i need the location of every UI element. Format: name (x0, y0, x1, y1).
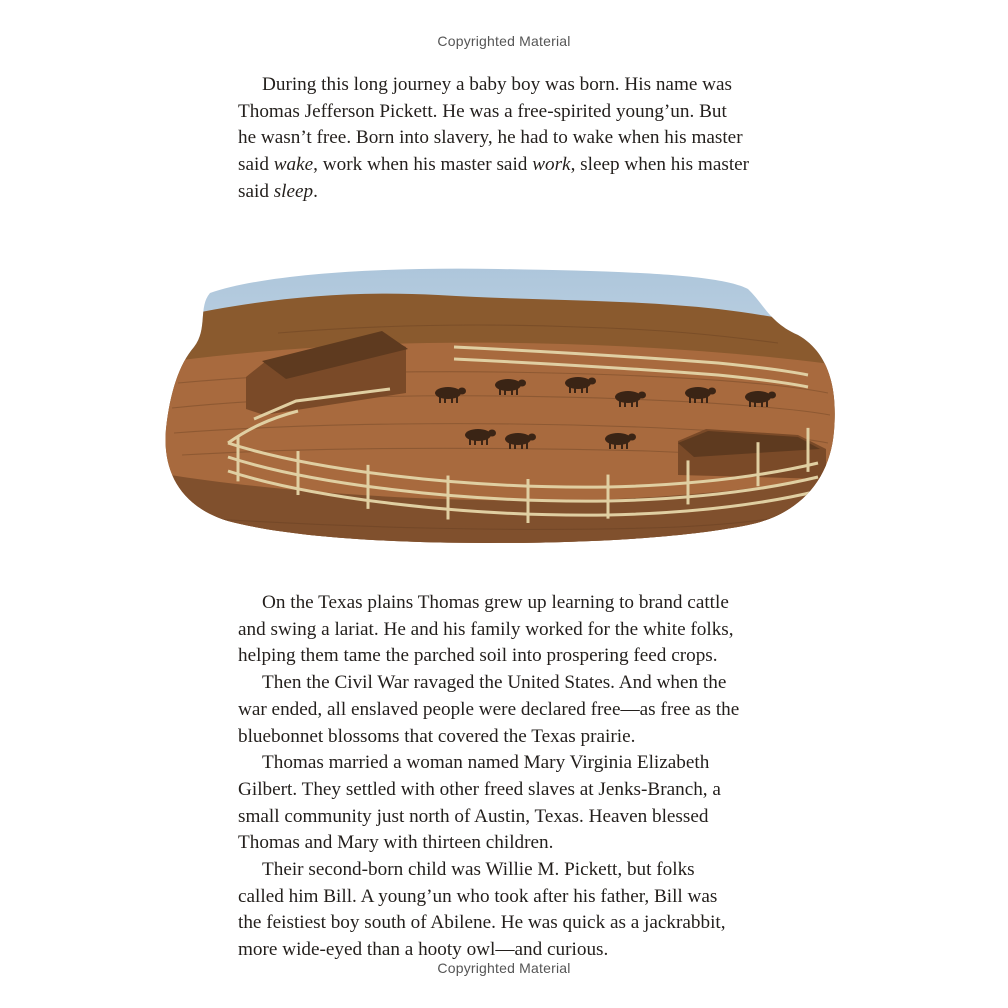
paragraph-journey (238, 72, 798, 206)
text-line: On the Texas plains Thomas grew up learning to brand cattle (262, 592, 729, 613)
text-line: and swing a lariat. He and his family worked for the white folks, (238, 618, 734, 640)
text-line: Thomas married a woman named Mary Virginia Elizabeth (262, 752, 710, 774)
copyright-footer: Copyrighted Material (437, 960, 571, 976)
text-line: Their second-born child was Willie M. Pickett, but folks (262, 859, 695, 881)
text-line: helping them tame the parched soil into prospering feed crops. (238, 645, 718, 667)
text-line: he wasn’t free. Born into slavery, he had to wake when his master (238, 127, 743, 149)
text-line: bluebonnet blossoms that covered the Texas prairie. (238, 725, 636, 747)
text-line: Thomas Jefferson Pickett. He was a free-spirited young’un. But (238, 100, 727, 122)
text-line: Thomas and Mary with thirteen children. (238, 832, 554, 854)
text-line: called him Bill. A young’un who took after his father, Bill was (238, 885, 718, 907)
text-line: During this long journey a baby boy was born. His name was (262, 74, 733, 95)
text-line: war ended, all enslaved people were declared free—as free as the (238, 698, 740, 720)
text-line: the feistiest boy south of Abilene. He was quick as a jackrabbit, (238, 912, 726, 934)
text-line: more wide-eyed than a hooty owl—and curious. (238, 939, 609, 961)
text-line: said wake, work when his master said work, sleep when his master (238, 154, 750, 176)
text-line: Then the Civil War ravaged the United States. And when the (262, 672, 727, 694)
ranch-landscape-illustration (158, 243, 838, 548)
copyright-header: Copyrighted Material (437, 33, 571, 49)
text-line: small community just north of Austin, Texas. Heaven blessed (238, 805, 709, 827)
paragraph-texas-plains (238, 590, 798, 964)
text-line: Gilbert. They settled with other freed slaves at Jenks-Branch, a (238, 778, 721, 800)
text-line: said sleep. (238, 180, 318, 202)
